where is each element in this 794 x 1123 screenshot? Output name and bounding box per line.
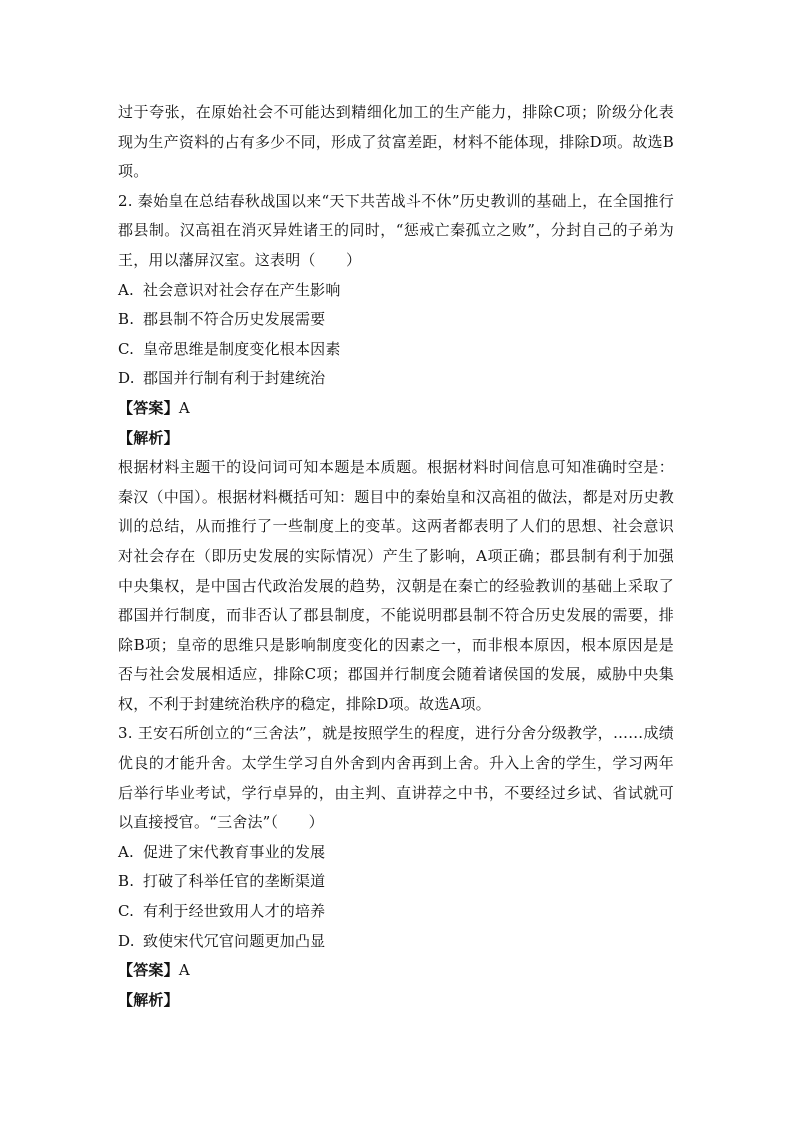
option-letter: D. — [118, 931, 135, 950]
question-2 — [118, 187, 674, 720]
analysis-text: 根据材料主题干的设问词可知本题是本质题。根据材料时间信息可知准确时空是：秦汉（中国）。根据材料概括可知：题目中的秦始皇和汉高祖的做法，都是对历史教训的总结，从而推行了一些制度上的变革。这两者都表明了人们的思想、社会意识对社会存在（即历史发展的实际情况）产生了影响，A项正确；郡县制有利于加强中央集权，是中国古代政治发展的趋势，汉朝是在秦亡的经验教训的基础上采取了郡国并行制度，而非否认了郡县制度，不能说明郡县制不符合历史发展的需要，排除B项；皇帝的思维只是影响制度变化的因素之一，而非根本原因，根本原因是是否与社会发展相适应，排除C项；郡国并行制度会随着诸侯国的发展，威胁中央集权，不利于封建统治秩序的稳定，排除D项。故选A项。 — [118, 458, 674, 713]
option-a — [118, 276, 674, 306]
question-stem — [118, 719, 674, 837]
answer-value: A — [178, 398, 190, 417]
option-d — [118, 927, 674, 957]
previous-analysis-continuation: 过于夸张，在原始社会不可能达到精细化加工的生产能力，排除C项；阶级分化表现为生产资料的占有多少不同，形成了贫富差距，材料不能体现，排除D项。故选B项。 — [118, 103, 674, 181]
option-text: 促进了宋代教育事业的发展 — [142, 842, 326, 861]
analysis-label: 【解析】 — [118, 428, 179, 447]
option-letter: A. — [118, 280, 135, 299]
answer-line — [118, 956, 674, 986]
option-text: 郡县制不符合历史发展需要 — [142, 310, 326, 329]
option-text: 打破了科举任官的垄断渠道 — [142, 872, 326, 891]
question-number: 2. — [118, 191, 133, 210]
option-text: 郡国并行制有利于封建统治 — [142, 369, 326, 388]
option-a — [118, 838, 674, 868]
question-stem — [118, 187, 674, 276]
option-letter: C. — [118, 902, 135, 921]
answer-line — [118, 394, 674, 424]
option-d — [118, 364, 674, 394]
question-number: 3. — [118, 724, 133, 743]
document-page — [118, 98, 674, 1015]
answer-label: 【答案】 — [118, 961, 179, 980]
option-letter: A. — [118, 842, 135, 861]
option-text: 社会意识对社会存在产生影响 — [142, 280, 341, 299]
option-letter: D. — [118, 369, 135, 388]
option-c — [118, 897, 674, 927]
question-text: 秦始皇在总结春秋战国以来“天下共苦战斗不休”历史教训的基础上，在全国推行郡县制。汉高祖在消灭异姓诸王的同时，“惩戒亡秦孤立之败”，分封自己的子弟为王，用以藩屏汉室。这表明（ ） — [118, 191, 674, 269]
option-text: 有利于经世致用人才的培养 — [142, 902, 326, 921]
analysis-heading — [118, 424, 674, 454]
question-text: 王安石所创立的“三舍法”，就是按照学生的程度，进行分舍分级教学，……成绩优良的才能升舍。太学生学习自外舍到内舍再到上舍。升入上舍的学生，学习两年后举行毕业考试，学行卓异的，由主判、直讲荐之中书，不要经过乡试、省试就可以直接授官。“三舍法”（ ） — [118, 724, 674, 832]
analysis-label: 【解析】 — [118, 990, 179, 1009]
analysis-heading — [118, 986, 674, 1016]
question-3 — [118, 719, 674, 1015]
option-letter: B. — [118, 872, 135, 891]
option-text: 致使宋代冗官问题更加凸显 — [142, 931, 326, 950]
option-c — [118, 335, 674, 365]
option-b — [118, 305, 674, 335]
option-letter: B. — [118, 310, 135, 329]
option-b — [118, 867, 674, 897]
option-letter: C. — [118, 339, 135, 358]
answer-label: 【答案】 — [118, 398, 179, 417]
option-text: 皇帝思维是制度变化根本因素 — [142, 339, 341, 358]
answer-value: A — [178, 961, 190, 980]
